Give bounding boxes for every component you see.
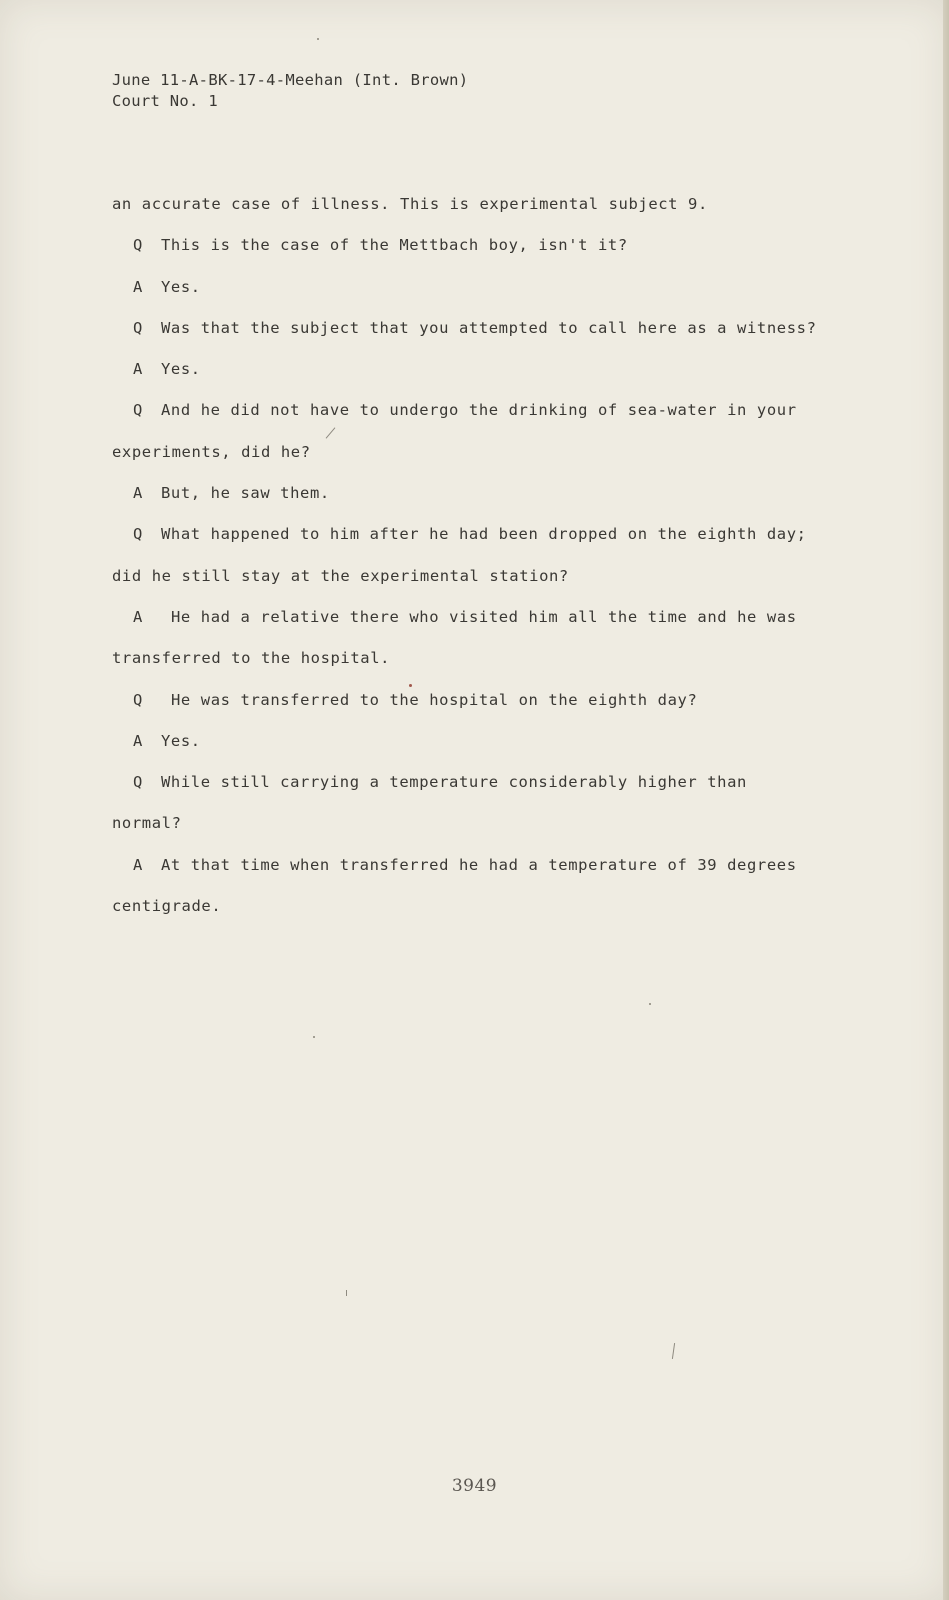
speaker-label: Q <box>133 525 143 544</box>
transcript-body <box>112 192 842 935</box>
document-header <box>112 70 468 112</box>
speaker-label: A <box>133 855 143 874</box>
transcript-line <box>112 894 842 935</box>
transcript-line <box>112 853 842 894</box>
header-reference: June 11-A-BK-17-4-Meehan (Int. Brown) <box>112 71 469 89</box>
transcript-line <box>112 605 842 646</box>
line-text: He was transferred to the hospital on the eighth day? <box>171 690 698 709</box>
transcript-line <box>112 481 842 522</box>
header-court: Court No. 1 <box>112 92 218 110</box>
page-edge <box>943 0 949 1600</box>
transcript-line <box>112 192 842 233</box>
line-text: transferred to the hospital. <box>112 649 391 668</box>
pencil-mark <box>672 1343 675 1359</box>
transcript-line <box>112 646 842 687</box>
line-text: But, he saw them. <box>161 484 330 503</box>
transcript-line <box>112 316 842 357</box>
speaker-label: A <box>133 607 143 626</box>
transcript-line <box>112 688 842 729</box>
transcript-line <box>112 770 842 811</box>
line-text: And he did not have to undergo the drinking of sea-water in your <box>161 401 797 420</box>
line-text: While still carrying a temperature considerably higher than <box>161 773 747 792</box>
transcript-line <box>112 440 842 481</box>
line-text: This is the case of the Mettbach boy, isn't it? <box>161 236 628 255</box>
transcript-line <box>112 729 842 770</box>
paper-speck <box>313 1036 315 1038</box>
speaker-label: Q <box>133 690 143 709</box>
transcript-line <box>112 811 842 852</box>
line-text: normal? <box>112 814 182 833</box>
transcript-line <box>112 522 842 563</box>
speaker-label: A <box>133 731 143 750</box>
line-text: centigrade. <box>112 897 222 916</box>
speaker-label: Q <box>133 236 143 255</box>
transcript-line <box>112 357 842 398</box>
speaker-label: Q <box>133 401 143 420</box>
speaker-label: A <box>133 360 143 379</box>
speaker-label: Q <box>133 318 143 337</box>
page-number: 3949 <box>451 1476 498 1496</box>
ink-dot <box>409 684 412 687</box>
transcript-line <box>112 275 842 316</box>
speaker-label: A <box>133 484 143 503</box>
speaker-label: A <box>133 277 143 296</box>
line-text: Was that the subject that you attempted to call here as a witness? <box>161 318 817 337</box>
line-text: Yes. <box>161 360 201 379</box>
paper-speck <box>346 1290 347 1296</box>
line-text: At that time when transferred he had a temperature of 39 degrees <box>161 855 797 874</box>
speaker-label: Q <box>133 773 143 792</box>
line-text: Yes. <box>161 731 201 750</box>
line-text: an accurate case of illness. This is experimental subject 9. <box>112 195 708 213</box>
paper-speck <box>317 38 319 40</box>
line-text: What happened to him after he had been dropped on the eighth day; <box>161 525 807 544</box>
transcript-line <box>112 564 842 605</box>
line-text: experiments, did he? <box>112 442 311 461</box>
paper-speck <box>649 1003 651 1005</box>
line-text: Yes. <box>161 277 201 296</box>
line-text: did he still stay at the experimental station? <box>112 566 569 585</box>
line-text: He had a relative there who visited him all the time and he was <box>171 607 797 626</box>
transcript-line <box>112 398 842 439</box>
transcript-line <box>112 233 842 274</box>
